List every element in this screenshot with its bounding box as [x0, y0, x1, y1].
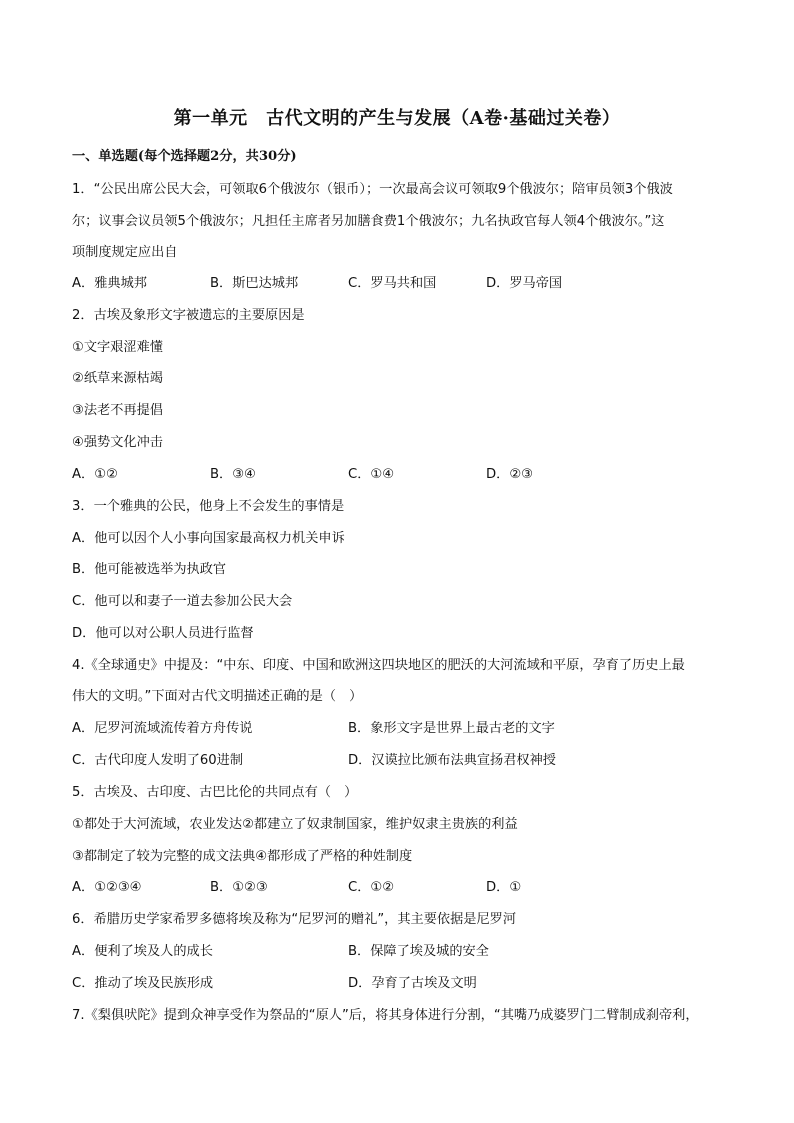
q3-option-a[interactable]: A．他可以因个人小事向国家最高权力机关申诉: [72, 531, 345, 546]
q6-stem: 6．希腊历史学家希罗多德将埃及称为“尼罗河的赠礼”，其主要依据是尼罗河: [72, 912, 517, 927]
q2-item-4: ④强势文化冲击: [72, 435, 163, 450]
q4-option-d[interactable]: D．汉谟拉比颁布法典宣扬君权神授: [348, 753, 556, 768]
q2-item-1: ①文字艰涩难懂: [72, 340, 163, 355]
q1-line-2: 尔；议事会议员领5个俄波尔；凡担任主席者另加膳食费1个俄波尔；九名执政官每人领4个俄波尔。”这: [72, 214, 665, 229]
q3-option-d[interactable]: D．他可以对公职人员进行监督: [72, 626, 254, 641]
q2-option-b[interactable]: B．③④: [210, 467, 256, 482]
q5-items-1: ①都处于大河流域，农业发达②都建立了奴隶制国家，维护奴隶主贵族的利益: [72, 817, 518, 832]
q4-option-b[interactable]: B．象形文字是世界上最古老的文字: [348, 721, 555, 736]
q2-item-3: ③法老不再提倡: [72, 403, 163, 418]
q2-option-d[interactable]: D．②③: [486, 467, 533, 482]
page-title: 第一单元 古代文明的产生与发展（A卷·基础过关卷）: [173, 108, 621, 129]
q2-item-2: ②纸草来源枯竭: [72, 371, 163, 386]
q1-option-b[interactable]: B．斯巴达城邦: [210, 276, 299, 291]
q5-option-c[interactable]: C．①②: [348, 880, 395, 895]
q2-option-c[interactable]: C．①④: [348, 467, 395, 482]
q5-stem: 5．古埃及、古印度、古巴比伦的共同点有（ ）: [72, 785, 358, 800]
q4-option-c[interactable]: C．古代印度人发明了60进制: [72, 753, 244, 768]
q3-stem: 3．一个雅典的公民，他身上不会发生的事情是: [72, 499, 345, 514]
q6-option-d[interactable]: D．孕育了古埃及文明: [348, 976, 477, 991]
q4-option-a[interactable]: A．尼罗河流域流传着方舟传说: [72, 721, 253, 736]
q1-option-d[interactable]: D．罗马帝国: [486, 276, 563, 291]
q4-line-2: 伟大的文明。”下面对古代文明描述正确的是（ ）: [72, 689, 363, 704]
q5-option-d[interactable]: D．①: [486, 880, 522, 895]
section-heading: 一、单选题(每个选择题2分，共30分): [72, 149, 297, 164]
q3-option-b[interactable]: B．他可能被选举为执政官: [72, 562, 227, 577]
q6-option-c[interactable]: C．推动了埃及民族形成: [72, 976, 214, 991]
q6-option-a[interactable]: A．便利了埃及人的成长: [72, 944, 213, 959]
q4-line-1: 4.《全球通史》中提及：“中东、印度、中国和欧洲这四块地区的肥沃的大河流域和平原，孕育了历史上最: [72, 658, 685, 673]
q1-option-c[interactable]: C．罗马共和国: [348, 276, 437, 291]
q5-option-a[interactable]: A．①②③④: [72, 880, 142, 895]
q6-option-b[interactable]: B．保障了埃及城的安全: [348, 944, 489, 959]
q5-option-b[interactable]: B．①②③: [210, 880, 268, 895]
q5-items-2: ③都制定了较为完整的成文法典④都形成了严格的种姓制度: [72, 849, 413, 864]
q1-option-a[interactable]: A．雅典城邦: [72, 276, 147, 291]
q2-stem: 2．古埃及象形文字被遗忘的主要原因是: [72, 308, 305, 323]
q7-stem: 7.《梨俱吠陀》提到众神享受作为祭品的“原人”后，将其身体进行分割，“其嘴乃成婆罗门二臂制成刹帝利，: [72, 1008, 699, 1023]
q1-line-1: 1．“公民出席公民大会，可领取6个俄波尔（银币）；一次最高会议可领取9个俄波尔；陪审员领3个俄波: [72, 182, 673, 197]
q1-line-3: 项制度规定应出自: [72, 245, 178, 260]
q3-option-c[interactable]: C．他可以和妻子一道去参加公民大会: [72, 594, 293, 609]
q2-option-a[interactable]: A．①②: [72, 467, 118, 482]
